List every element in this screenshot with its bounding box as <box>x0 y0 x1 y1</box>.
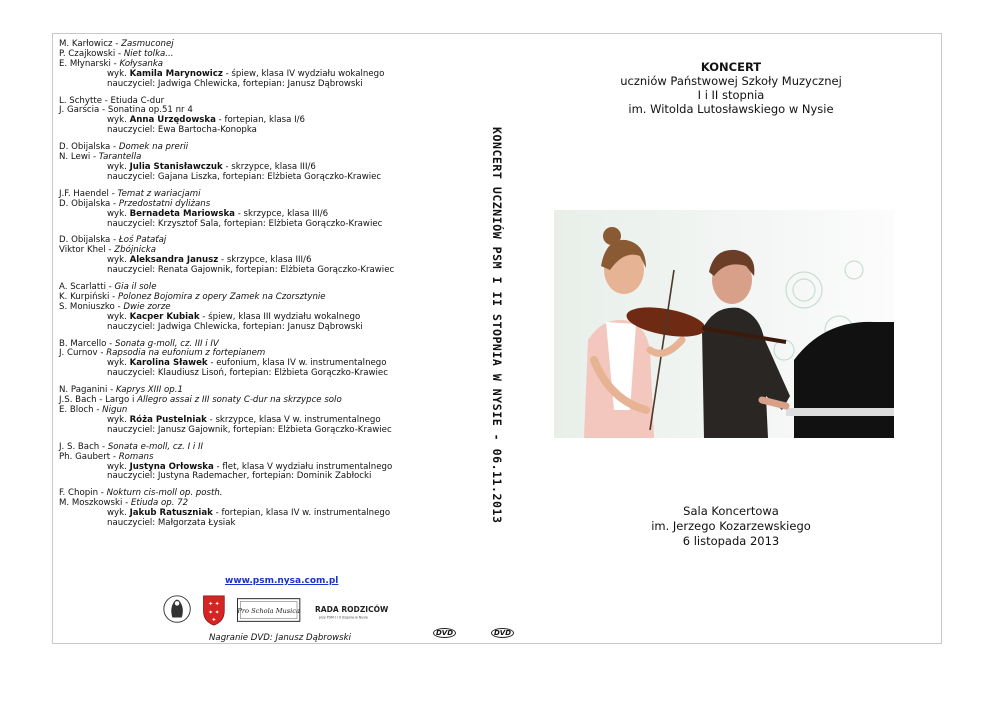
performer-description: - eufonium, klasa IV w. instrumentalnego <box>207 358 387 369</box>
program-group <box>59 40 479 90</box>
piece-title: Niet tolka... <box>123 48 174 59</box>
piece-title: Sonata e-moll, cz. I i II <box>107 441 204 452</box>
performer-prefix: wyk. <box>107 414 130 425</box>
teacher-line: nauczyciel: Krzysztof Sala, fortepian: Elżbieta Gorączko-Krawiec <box>107 218 383 229</box>
piece-title: Sonata g-moll, cz. III i IV <box>115 338 219 349</box>
program-group <box>59 443 479 483</box>
title-heading: KONCERT <box>700 60 762 74</box>
teacher-line: nauczyciel: Małgorzata Łysiak <box>107 518 236 529</box>
composer: N. Lewi - <box>59 152 99 163</box>
piece-title: Romans <box>118 451 154 462</box>
program-group <box>59 97 479 137</box>
composer: F. Chopin - <box>59 488 107 499</box>
composer: N. Paganini - <box>59 385 116 396</box>
dvd-logo-icon: DVD <box>491 628 514 638</box>
composer: D. Obijalska - <box>59 198 119 209</box>
recording-credit: Nagranie DVD: Janusz Dąbrowski <box>209 633 351 643</box>
composer: J. Curnov - <box>59 348 107 359</box>
composer: Viktor Khel - <box>59 245 115 256</box>
composer: A. Scarlatti - <box>59 282 115 293</box>
piece-title: Przedostatni dyliżans <box>118 198 211 209</box>
performer-prefix: wyk. <box>107 68 130 79</box>
performer-description: - skrzypce, klasa III/6 <box>234 208 329 219</box>
program-group <box>59 386 479 436</box>
front-title <box>519 60 943 116</box>
performer-description: - skrzypce, klasa V w. instrumentalnego <box>206 414 381 425</box>
composer: D. Obijalska - <box>59 235 119 246</box>
performer-prefix: wyk. <box>107 161 130 172</box>
piece-title: Etiuda op. 72 <box>130 498 189 509</box>
venue-line: Sala Koncertowa <box>683 504 779 518</box>
performer-name: Kacper Kubiak <box>129 311 200 322</box>
svg-text:✦: ✦ <box>211 617 217 624</box>
piece-title: Nigun <box>102 405 128 415</box>
title-line: im. Witolda Lutosławskiego w Nysie <box>628 102 834 116</box>
piece-title: Łoś Pataťaj <box>118 235 167 246</box>
sponsor-logos <box>155 593 405 627</box>
title-line: I i II stopnia <box>697 88 765 102</box>
performer-description: - śpiew, klasa III wydziału wokalnego <box>199 311 361 322</box>
performer-description: - fortepian, klasa IV w. instrumentalnego <box>212 508 391 519</box>
spine <box>475 34 519 645</box>
piece-title: Gia il sole <box>114 282 157 293</box>
performer-prefix: wyk. <box>107 208 130 219</box>
composer: M. Moszkowski - <box>59 498 131 509</box>
title-line: uczniów Państwowej Szkoły Muzycznej <box>620 74 842 88</box>
composer: J. S. Bach - <box>59 441 108 452</box>
piece-title: Nokturn cis-moll op. posth. <box>106 488 223 499</box>
piece-title: Allegro assai z III sonaty C-dur na skrzypce solo <box>137 395 342 406</box>
venue-line: im. Jerzego Kozarzewskiego <box>651 519 811 533</box>
city-coat-of-arms-icon <box>204 596 225 625</box>
performer-prefix: wyk. <box>107 461 130 472</box>
dvd-cover <box>52 33 942 644</box>
performer-prefix: wyk. <box>107 115 130 126</box>
performer-line <box>59 210 479 220</box>
teacher-line: nauczyciel: Ewa Bartocha-Konopka <box>107 125 257 136</box>
performer-name: Róża Pustelniak <box>129 414 207 425</box>
piece-title: Domek na prerii <box>118 142 189 153</box>
performer-name: Justyna Orłowska <box>129 461 214 472</box>
composer: S. Moniuszko - <box>59 301 124 312</box>
parents-council-logo <box>315 605 389 620</box>
teacher-line: nauczyciel: Justyna Rademacher, fortepian: Dominik Zabłocki <box>107 471 372 482</box>
concert-photo <box>554 210 894 438</box>
performer-prefix: wyk. <box>107 311 130 322</box>
performer-description: - śpiew, klasa IV wydziału wokalnego <box>222 68 385 79</box>
program-group <box>59 283 479 333</box>
piece-title: Kaprys XIII op.1 <box>115 385 183 396</box>
performer-name: Bernadeta Mariowska <box>129 208 235 219</box>
teacher-line: nauczyciel: Renata Gajownik, fortepian: Elżbieta Gorączko-Krawiec <box>107 265 395 276</box>
spine-title: KONCERT UCZNIÓW PSM I II STOPNIA W NYSIE - 06.11.2013 <box>490 127 504 524</box>
composer: B. Marcello - <box>59 338 115 349</box>
piece-title: Tarantella <box>98 152 142 163</box>
program-group <box>59 236 479 276</box>
dvd-logo-icon: DVD <box>433 628 456 638</box>
program-group <box>59 340 479 380</box>
front-panel <box>519 34 943 645</box>
svg-text:✦ ✦: ✦ ✦ <box>208 601 220 608</box>
teacher-line: nauczyciel: Jadwiga Chlewicka, fortepian: Janusz Dąbrowski <box>107 78 363 89</box>
school-website-link[interactable]: www.psm.nysa.com.pl <box>225 576 339 586</box>
rada-text: RADA RODZICÓW <box>314 604 389 614</box>
svg-text:✦ ✦: ✦ ✦ <box>208 609 220 616</box>
performer-description: - skrzypce, klasa III/6 <box>222 161 316 172</box>
venue-date: 6 listopada 2013 <box>682 534 780 548</box>
pro-schola-logo <box>236 599 300 622</box>
performer-name: Karolina Sławek <box>129 358 208 369</box>
performer-name: Anna Urzędowska <box>129 115 216 126</box>
composer: K. Kurpiński - <box>59 291 118 302</box>
teacher-line: nauczyciel: Klaudiusz Lisoń, fortepian: Elżbieta Gorączko-Krawiec <box>107 368 388 379</box>
piece-title: Temat z wariacjami <box>117 188 201 199</box>
piece-title: Dwie zorze <box>123 301 171 312</box>
piece-title: Polonez Bojomira z opery Zamek na Czorsztynie <box>117 291 326 302</box>
program-group <box>59 190 479 230</box>
piece-title: Zbójnicka <box>114 245 157 256</box>
composer: E. Bloch - <box>59 405 103 415</box>
performer-prefix: wyk. <box>107 255 130 266</box>
performer-description: - skrzypce, klasa III/6 <box>218 255 312 266</box>
composer: L. Schytte - Etiuda C-dur <box>59 95 165 106</box>
composer: Ph. Gaubert - <box>59 451 119 462</box>
school-emblem-icon <box>164 596 190 622</box>
performer-prefix: wyk. <box>107 508 130 519</box>
pro-schola-text: Pro Schola Musica <box>237 606 300 615</box>
performer-description: - fortepian, klasa I/6 <box>215 115 305 126</box>
teacher-line: nauczyciel: Gajana Liszka, fortepian: Elżbieta Gorączko-Krawiec <box>107 171 382 182</box>
performer-description: - flet, klasa V wydziału instrumentalnego <box>213 461 393 472</box>
program-list <box>59 40 479 529</box>
performer-name: Julia Stanisławczuk <box>129 161 223 172</box>
program-group <box>59 489 479 529</box>
composer: J. Garścia - Sonatina op.51 nr 4 <box>59 105 193 116</box>
performer-name: Kamila Marynowicz <box>129 68 223 79</box>
composer: J.F. Haendel - <box>59 188 118 199</box>
program-group <box>59 143 479 183</box>
piece-title: Rapsodia na eufonium z fortepianem <box>106 348 266 359</box>
teacher-line: nauczyciel: Janusz Gajownik, fortepian: Elżbieta Gorączko-Krawiec <box>107 424 392 435</box>
teacher-line: nauczyciel: Jadwiga Chlewicka, fortepian: Janusz Dąbrowski <box>107 321 363 332</box>
composer: D. Obijalska - <box>59 142 119 153</box>
performer-name: Aleksandra Janusz <box>129 255 219 266</box>
rada-subtext: przy PSM I i II stopnia w Nysie <box>318 615 368 620</box>
performer-name: Jakub Ratuszniak <box>129 508 213 519</box>
composer: M. Karłowicz - <box>59 39 122 49</box>
composer: E. Młynarski - <box>59 58 120 69</box>
piece-title: Zasmuconej <box>121 39 174 49</box>
piece-title: Kołysanka <box>119 58 164 69</box>
composer: P. Czajkowski - <box>59 48 124 59</box>
composer: J.S. Bach - Largo i <box>59 395 138 406</box>
performer-prefix: wyk. <box>107 358 130 369</box>
venue-info <box>519 504 943 549</box>
